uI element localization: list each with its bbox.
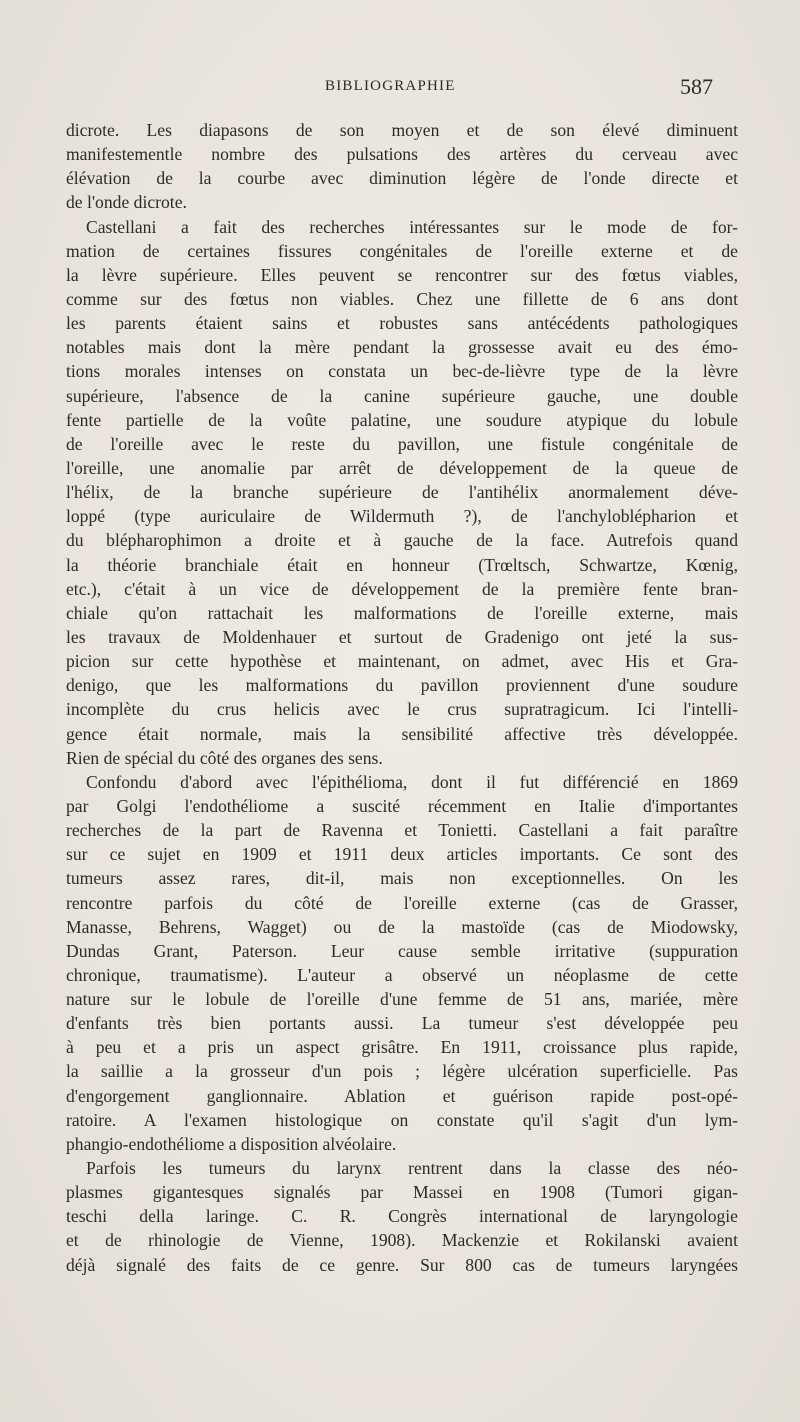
text-line: et de rhinologie de Vienne, 1908). Mackenzie et Rokilanski avaient — [66, 1230, 738, 1251]
text-line: incomplète du crus helicis avec le crus supratragicum. Ici l'intelli- — [66, 699, 738, 720]
text-line: Castellani a fait des recherches intéressantes sur le mode de for- — [86, 216, 738, 237]
text-line: teschi della laringe. C. R. Congrès international de laryngologie — [66, 1206, 738, 1227]
page-header — [0, 74, 800, 104]
text-line: Dundas Grant, Paterson. Leur cause semble irritative (suppuration — [66, 940, 738, 961]
text-line: mation de certaines fissures congénitales de l'oreille externe et de — [66, 240, 738, 261]
text-line: Manasse, Behrens, Wagget) ou de la mastoïde (cas de Miodowsky, — [66, 916, 738, 937]
text-line: plasmes gigantesques signalés par Massei en 1908 (Tumori gigan- — [66, 1182, 738, 1203]
text-line: à peu et a pris un aspect grisâtre. En 1911, croissance plus rapide, — [66, 1037, 738, 1058]
text-line: denigo, que les malformations du pavillon proviennent d'une soudure — [66, 675, 738, 696]
text-line: d'enfants très bien portants aussi. La tumeur s'est développée peu — [66, 1013, 738, 1034]
text-line: l'hélix, de la branche supérieure de l'antihélix anormalement déve- — [66, 482, 738, 503]
text-line: nature sur le lobule de l'oreille d'une femme de 51 ans, mariée, mère — [66, 989, 738, 1010]
text-line: etc.), c'était à un vice de développement de la première fente bran- — [66, 578, 738, 599]
text-line: Rien de spécial du côté des organes des sens. — [66, 747, 383, 768]
text-line: supérieure, l'absence de la canine supérieure gauche, une double — [66, 385, 738, 406]
text-line: par Golgi l'endothéliome a suscité récemment en Italie d'importantes — [66, 795, 738, 816]
text-line: chiale qu'on rattachait les malformations de l'oreille externe, mais — [66, 602, 738, 623]
text-line: élévation de la courbe avec diminution légère de l'onde directe et — [66, 168, 738, 189]
text-line: les parents étaient sains et robustes sans antécédents pathologiques — [66, 313, 738, 334]
text-line: du blépharophimon a droite et à gauche de la face. Autrefois quand — [66, 530, 738, 551]
text-line: tions morales intenses on constata un bec-de-lièvre type de la lèvre — [66, 361, 738, 382]
text-line: la théorie branchiale était en honneur (Trœltsch, Schwartze, Kœnig, — [66, 554, 738, 575]
text-line: picion sur cette hypothèse et maintenant, on admet, avec His et Gra- — [66, 651, 738, 672]
text-line: loppé (type auriculaire de Wildermuth ?), de l'anchyloblépharion et — [66, 506, 738, 527]
text-line: de l'onde dicrote. — [66, 192, 187, 213]
text-line: l'oreille, une anomalie par arrêt de développement de la queue de — [66, 457, 738, 478]
text-line: gence était normale, mais la sensibilité affective très développée. — [66, 723, 738, 744]
text-line: notables mais dont la mère pendant la grossesse avait eu des émo- — [66, 337, 738, 358]
text-line: fente partielle de la voûte palatine, une soudure atypique du lobule — [66, 409, 738, 430]
text-line: déjà signalé des faits de ce genre. Sur 800 cas de tumeurs laryngées — [66, 1254, 738, 1275]
text-line: phangio-endothéliome a disposition alvéolaire. — [66, 1133, 397, 1154]
text-line: recherches de la part de Ravenna et Tonietti. Castellani a fait paraître — [66, 820, 738, 841]
text-line: sur ce sujet en 1909 et 1911 deux articles importants. Ce sont des — [66, 844, 738, 865]
text-line: tumeurs assez rares, dit-il, mais non exceptionnelles. On les — [66, 868, 738, 889]
text-line: rencontre parfois du côté de l'oreille externe (cas de Grasser, — [66, 892, 738, 913]
text-line: de l'oreille avec le reste du pavillon, une fistule congénitale de — [66, 433, 738, 454]
text-line: d'engorgement ganglionnaire. Ablation et guérison rapide post-opé- — [66, 1085, 738, 1106]
text-line: Parfois les tumeurs du larynx rentrent dans la classe des néo- — [86, 1158, 738, 1179]
text-line: la saillie a la grosseur d'un pois ; légère ulcération superficielle. Pas — [66, 1061, 738, 1082]
text-line: chronique, traumatisme). L'auteur a observé un néoplasme de cette — [66, 964, 738, 985]
text-line: manifestementle nombre des pulsations des artères du cerveau avec — [66, 144, 738, 165]
running-head: BIBLIOGRAPHIE — [325, 78, 456, 94]
text-line: comme sur des fœtus non viables. Chez une fillette de 6 ans dont — [66, 288, 738, 309]
body-text — [66, 118, 738, 1277]
page-number: 587 — [680, 74, 713, 99]
text-line: ratoire. A l'examen histologique on constate qu'il s'agit d'un lym- — [66, 1109, 738, 1130]
text-line: la lèvre supérieure. Elles peuvent se rencontrer sur des fœtus viables, — [66, 264, 738, 285]
text-line: dicrote. Les diapasons de son moyen et de son élevé diminuent — [66, 120, 738, 140]
text-line: les travaux de Moldenhauer et surtout de Gradenigo ont jeté la sus- — [66, 626, 738, 647]
text-line: Confondu d'abord avec l'épithélioma, dont il fut différencié en 1869 — [86, 771, 738, 792]
